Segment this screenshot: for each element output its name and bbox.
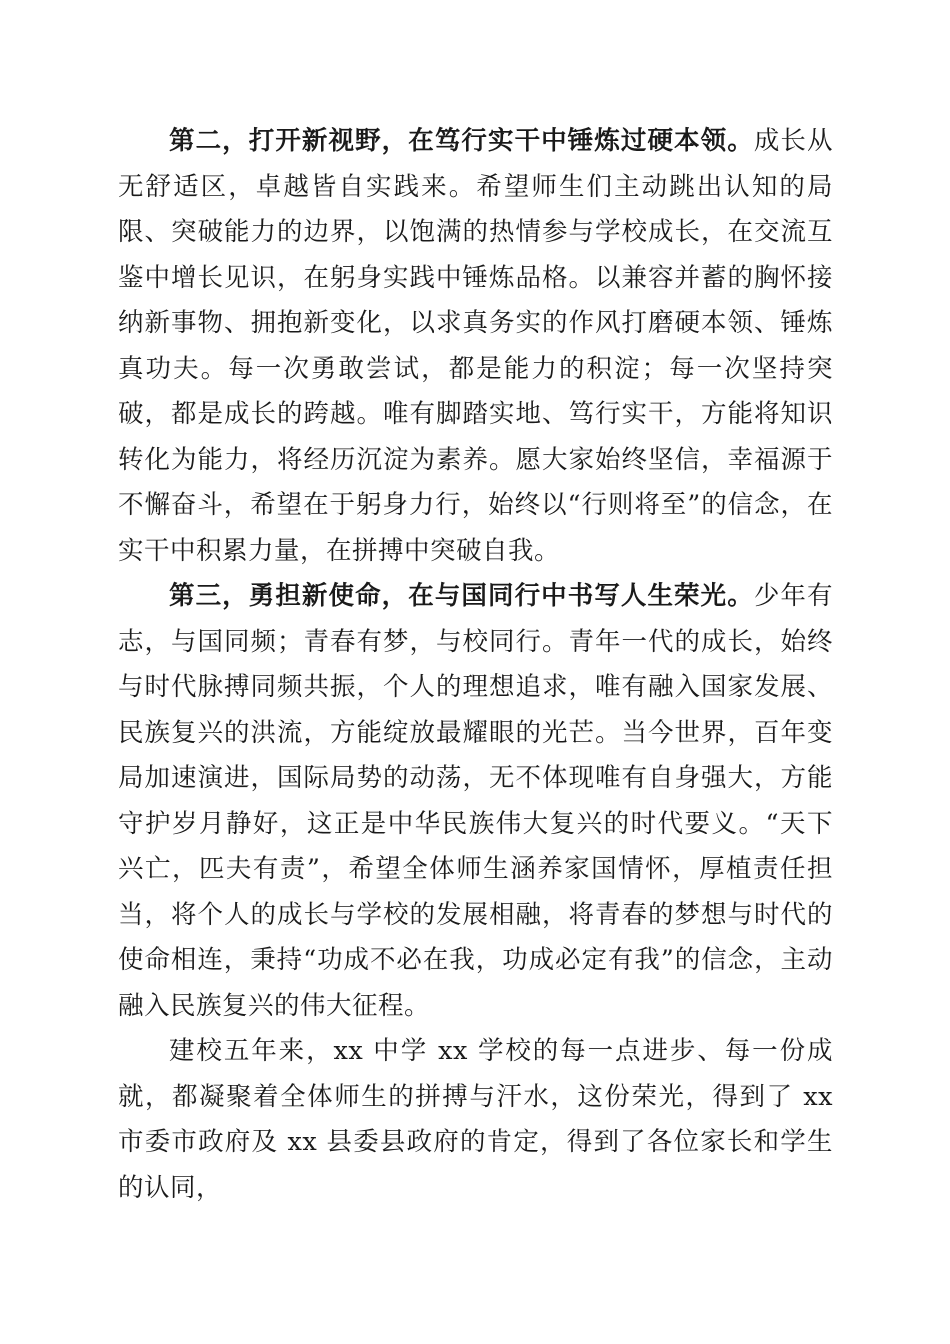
paragraph-second-point	[118, 119, 833, 574]
paragraph-third-point	[118, 574, 833, 1029]
paragraph-school-history	[118, 1029, 833, 1211]
paragraph-lead: 第二，打开新视野，在笃行实干中锤炼过硬本领。	[169, 126, 754, 156]
document-body	[118, 119, 833, 1211]
paragraph-text: 建校五年来，xx 中学 xx 学校的每一点进步、每一份成就，都凝聚着全体师生的拼搏与汗水，这份荣光，得到了 xx 市委市政府及 xx 县委县政府的肯定，得到了各位家长和学生的认同，	[118, 1036, 833, 1203]
paragraph-text: 少年有志，与国同频；青春有梦，与校同行。青年一代的成长，始终与时代脉搏同频共振，个人的理想追求，唯有融入国家发展、民族复兴的洪流，方能绽放最耀眼的光芒。当今世界，百年变局加速演进，国际局势的动荡，无不体现唯有自身强大，方能守护岁月静好，这正是中华民族伟大复兴的时代要义。“天下兴亡，匹夫有责”，希望全体师生涵养家国情怀，厚植责任担当，将个人的成长与学校的发展相融，将青春的梦想与时代的使命相连，秉持“功成不必在我，功成必定有我”的信念，主动融入民族复兴的伟大征程。	[118, 581, 833, 1021]
paragraph-text: 成长从无舒适区，卓越皆自实践来。希望师生们主动跳出认知的局限、突破能力的边界，以饱满的热情参与学校成长，在交流互鉴中增长见识，在躬身实践中锤炼品格。以兼容并蓄的胸怀接纳新事物、拥抱新变化，以求真务实的作风打磨硬本领、锤炼真功夫。每一次勇敢尝试，都是能力的积淀；每一次坚持突破，都是成长的跨越。唯有脚踏实地、笃行实干，方能将知识转化为能力，将经历沉淀为素养。愿大家始终坚信，幸福源于不懈奋斗，希望在于躬身力行，始终以“行则将至”的信念，在实干中积累力量，在拼搏中突破自我。	[118, 126, 833, 566]
paragraph-lead: 第三，勇担新使命，在与国同行中书写人生荣光。	[169, 581, 754, 611]
